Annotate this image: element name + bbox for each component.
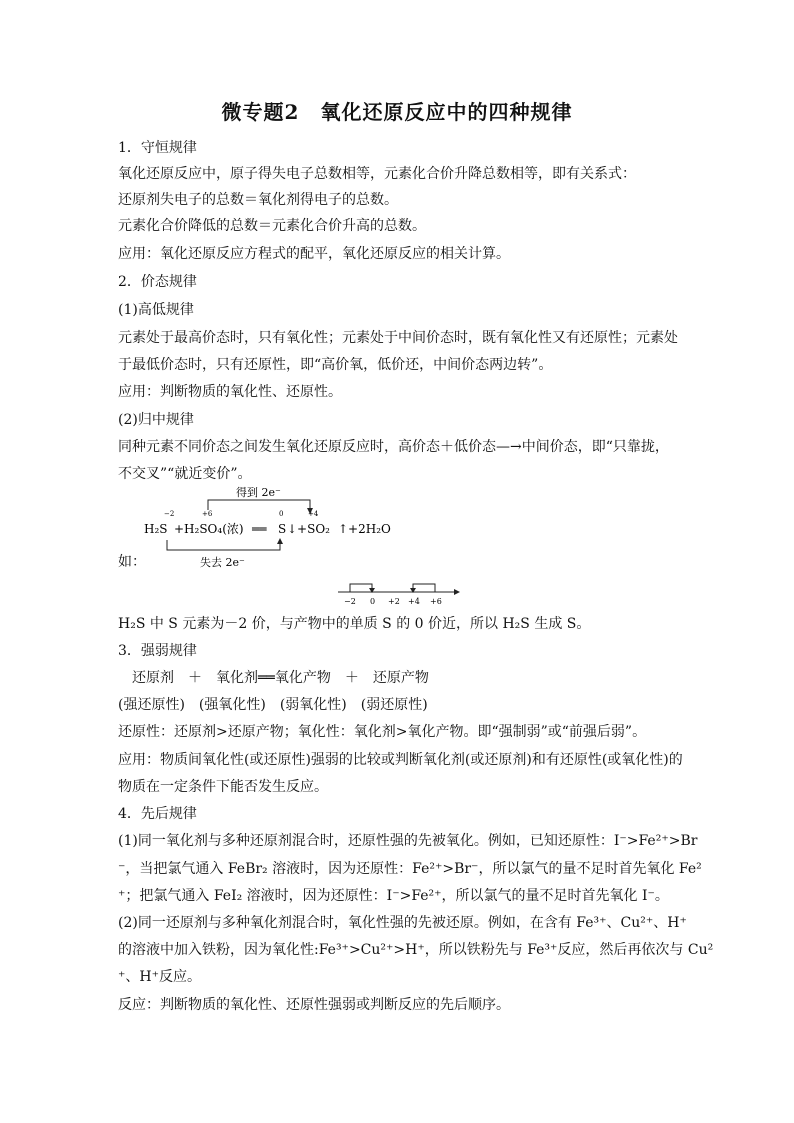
scale-tick-label: +4 <box>408 597 420 606</box>
ox-state-label: +6 <box>202 510 213 518</box>
text-line: 4．先后规律 <box>118 806 197 822</box>
text-line: (1)高低规律 <box>118 302 194 318</box>
text-line: 氧化还原反应中，原子得失电子总数相等，元素化合价升降总数相等，即有关系式： <box>118 166 636 182</box>
text-line: (2)归中规律 <box>118 412 194 428</box>
product-so2: ↓+SO₂ <box>287 522 330 536</box>
text-line: 反应：判断物质的氧化性、还原性强弱或判断反应的先后顺序。 <box>118 997 510 1013</box>
text-line: ⁺、H⁺反应。 <box>118 969 201 985</box>
text-line: 元素处于最高价态时，只有氧化性；元素处于中间价态时，既有氧化性又有还原性；元素处 <box>118 330 678 346</box>
text-line: 物质在一定条件下能否发生反应。 <box>118 779 328 795</box>
text-line: (2)同一还原剂与多种氧化剂混合时，氧化性强的先被还原。例如，在含有 Fe³⁺、Cu²⁺、H⁺ <box>118 915 687 931</box>
text-line: 1．守恒规律 <box>118 140 197 156</box>
ox-state-label: −2 <box>164 510 175 518</box>
lose-electrons-label: 失去 2e⁻ <box>200 556 245 569</box>
scale-tick-label: 0 <box>370 597 376 606</box>
text-line: ⁺；把氯气通入 FeI₂ 溶液时，因为还原性：I⁻>Fe²⁺，所以氯气的量不足时首先氧化 I⁻。 <box>118 888 669 904</box>
gain-electrons-label: 得到 2e⁻ <box>236 486 281 499</box>
text-line: 还原性：还原剂>还原产物；氧化性：氧化剂>氧化产物。即“强制弱”或“前强后弱”。 <box>118 724 647 740</box>
ox-state-label: 0 <box>279 510 284 518</box>
text-line: 不交叉”“就近变价”。 <box>118 466 252 482</box>
equation-arrow: ══ <box>252 522 267 536</box>
text-line: 于最低价态时，只有还原性，即“高价氧，低价还，中间价态两边转”。 <box>118 357 553 373</box>
text-line: 还原剂 ＋ 氧化剂══氧化产物 ＋ 还原产物 <box>118 670 429 686</box>
scale-tick-label: +6 <box>430 597 442 606</box>
text-line: H₂S 中 S 元素为－2 价，与产物中的单质 S 的 0 价近，所以 H₂S 生成 S。 <box>118 616 591 632</box>
reactant-h2s: H₂S <box>144 522 168 536</box>
valence-number-line <box>338 578 468 608</box>
text-line: 元素化合价降低的总数＝元素化合价升高的总数。 <box>118 218 426 234</box>
text-line: 应用：判断物质的氧化性、还原性。 <box>118 384 342 400</box>
text-line: 2．价态规律 <box>118 274 197 290</box>
text-line: 应用：氧化还原反应方程式的配平，氧化还原反应的相关计算。 <box>118 246 510 262</box>
product-h2o: ↑+2H₂O <box>338 522 391 536</box>
example-prefix: 如： <box>118 554 146 570</box>
text-line: 应用：物质间氧化性(或还原性)强弱的比较或判断氧化剂(或还原剂)和有还原性(或氧化性)的 <box>118 752 683 768</box>
page-title: 微专题2 氧化还原反应中的四种规律 <box>221 100 573 124</box>
product-s: S <box>278 522 287 536</box>
text-line: 3．强弱规律 <box>118 643 197 659</box>
text-line: 同种元素不同价态之间发生氧化还原反应时，高价态＋低价态—→中间价态，即“只靠拢， <box>118 439 669 455</box>
reactant-h2so4: +H₂SO₄(浓) <box>174 522 244 536</box>
text-line: ⁻，当把氯气通入 FeBr₂ 溶液时，因为还原性：Fe²⁺>Br⁻，所以氯气的量不足时首先氧化 Fe² <box>118 861 702 877</box>
scale-tick-label: +2 <box>388 597 400 606</box>
text-line: (强还原性) (强氧化性) (弱氧化性) (弱还原性) <box>118 697 428 713</box>
text-line: 的溶液中加入铁粉，因为氧化性:Fe³⁺>Cu²⁺>H⁺，所以铁粉先与 Fe³⁺反应，然后再依次与 Cu² <box>118 942 714 958</box>
text-line: (1)同一氧化剂与多种还原剂混合时，还原性强的先被氧化。例如，已知还原性：I⁻>Fe²⁺>Br <box>118 833 698 849</box>
ox-state-label: +4 <box>308 510 319 518</box>
text-line: 还原剂失电子的总数＝氧化剂得电子的总数。 <box>118 192 398 208</box>
scale-tick-label: −2 <box>344 597 356 606</box>
